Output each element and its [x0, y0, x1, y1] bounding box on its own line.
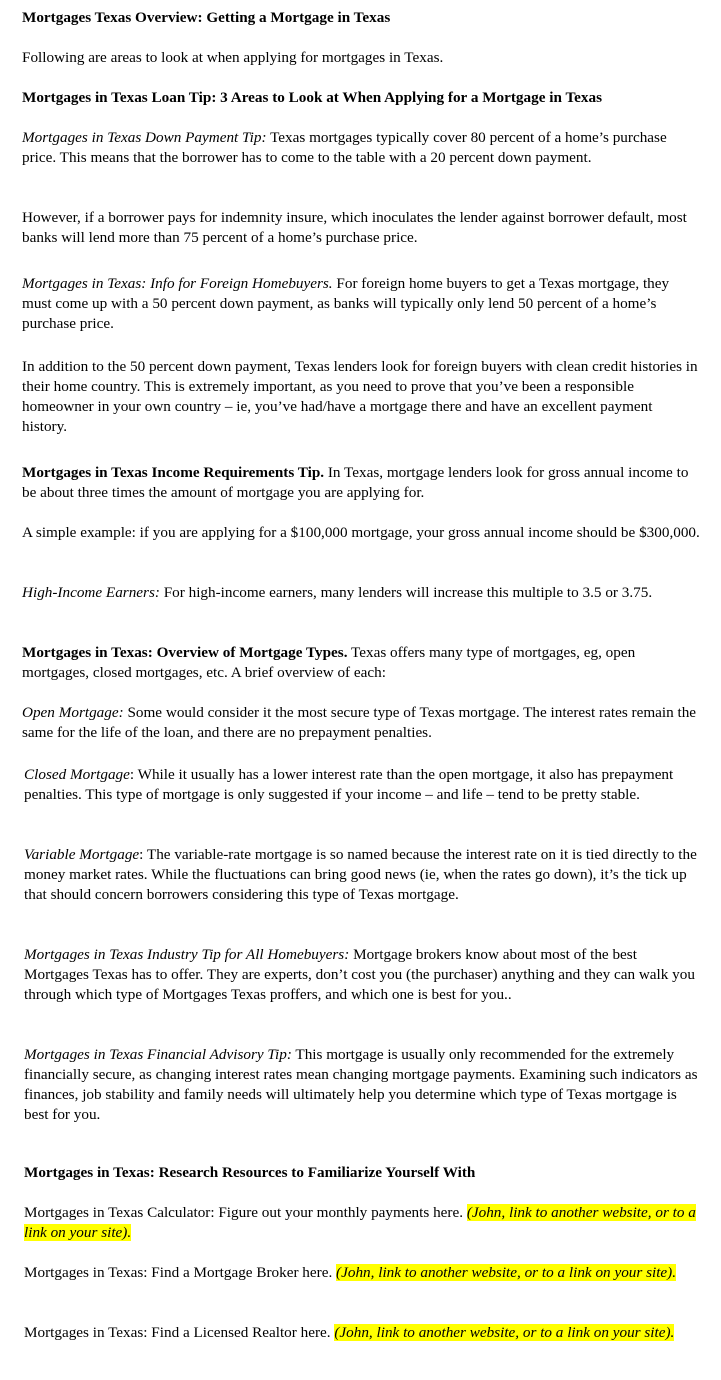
- advisory-lead: Mortgages in Texas Financial Advisory Tip:: [24, 1046, 292, 1063]
- advisory-tip-paragraph: Mortgages in Texas Financial Advisory Tip: This mortgage is usually only recommended for the extremely financially secure, as changing interest rates mean changing mortgage payments. Examining such indicators as finances, job stability and family needs will ultimately help you determine which type of Texas mortgage is best for you.: [24, 1046, 698, 1123]
- industry-lead: Mortgages in Texas Industry Tip for All Homebuyers:: [24, 946, 350, 963]
- high-income-lead: High-Income Earners:: [22, 584, 160, 601]
- mortgage-types-paragraph: Mortgages in Texas: Overview of Mortgage Types. Texas offers many type of mortgages, eg, open mortgages, closed mortgages, etc. A brief overview of each:: [22, 644, 636, 681]
- variable-lead: Variable Mortgage: [24, 846, 140, 863]
- types-lead: Mortgages in Texas: Overview of Mortgage Types.: [22, 644, 348, 661]
- editor-note-highlight: (John, link to another website, or to a link on your site).: [336, 1264, 677, 1281]
- down-payment-paragraph: Mortgages in Texas Down Payment Tip: Texas mortgages typically cover 80 percent of a home’s purchase price. This means that the borrower has to come to the table with a 20 percent down payment.: [22, 129, 667, 166]
- foreign-credit-paragraph: In addition to the 50 percent down payment, Texas lenders look for foreign buyers with clean credit histories in their home country. This is extremely important, as you need to prove that you’ve been a responsible homeowner in your own country – ie, you’ve had/have a mortgage there and have an excellent payment history.: [22, 358, 698, 435]
- down-payment-lead: Mortgages in Texas Down Payment Tip:: [22, 129, 267, 146]
- open-mortgage-paragraph: Open Mortgage: Some would consider it the most secure type of Texas mortgage. The interest rates remain the same for the life of the loan, and there are no prepayment penalties.: [22, 704, 697, 741]
- loan-tip-heading: Mortgages in Texas Loan Tip: 3 Areas to Look at When Applying for a Mortgage in Texas: [22, 89, 603, 106]
- intro-paragraph: Following are areas to look at when applying for mortgages in Texas.: [22, 49, 444, 66]
- income-paragraph: Mortgages in Texas Income Requirements Tip. In Texas, mortgage lenders look for gross annual income to be about three times the amount of mortgage you are applying for.: [22, 464, 689, 501]
- resource-calculator: Mortgages in Texas Calculator: Figure out your monthly payments here. (John, link to another website, or to a link on your site).: [24, 1204, 696, 1241]
- foreign-buyers-paragraph: Mortgages in Texas: Info for Foreign Homebuyers. For foreign home buyers to get a Texas mortgage, they must come up with a 50 percent down payment, as banks will typically only lend 50 percent of a home’s purchase price.: [22, 275, 670, 332]
- indemnity-paragraph: However, if a borrower pays for indemnity insure, which inoculates the lender against borrower default, most banks will lend more than 75 percent of a home’s purchase price.: [22, 209, 687, 246]
- industry-tip-paragraph: Mortgages in Texas Industry Tip for All Homebuyers: Mortgage brokers know about most of the best Mortgages Texas has to offer. They are experts, don’t cost you (the purchaser) anything and they can walk you through which type of Mortgages Texas proffers, and which one is best for you..: [24, 946, 695, 1003]
- document-title: Mortgages Texas Overview: Getting a Mortgage in Texas: [22, 9, 391, 26]
- example-paragraph: A simple example: if you are applying for a $100,000 mortgage, your gross annual income should be $300,000.: [22, 524, 700, 541]
- editor-note-highlight: (John, link to another website, or to a link on your site).: [24, 1204, 696, 1241]
- resource-broker: Mortgages in Texas: Find a Mortgage Broker here. (John, link to another website, or to a link on your site).: [24, 1264, 677, 1281]
- closed-mortgage-paragraph: Closed Mortgage: While it usually has a lower interest rate than the open mortgage, it also has prepayment penalties. This type of mortgage is only suggested if your income – and life – tend to be pretty stable.: [24, 766, 674, 803]
- income-lead: Mortgages in Texas Income Requirements Tip.: [22, 464, 325, 481]
- resource-realtor: Mortgages in Texas: Find a Licensed Realtor here. (John, link to another website, or to a link on your site).: [24, 1324, 675, 1341]
- foreign-lead: Mortgages in Texas: Info for Foreign Homebuyers.: [22, 275, 333, 292]
- variable-mortgage-paragraph: Variable Mortgage: The variable-rate mortgage is so named because the interest rate on it is tied directly to the money market rates. While the fluctuations can bring good news (ie, when the rates go down), it’s the tick up that should concern borrowers considering this type of Texas mortgage.: [24, 846, 697, 903]
- open-lead: Open Mortgage:: [22, 704, 124, 721]
- editor-note-highlight: (John, link to another website, or to a link on your site).: [334, 1324, 675, 1341]
- closed-lead: Closed Mortgage: [24, 766, 130, 783]
- resources-heading: Mortgages in Texas: Research Resources to Familiarize Yourself With: [24, 1164, 476, 1181]
- high-income-paragraph: High-Income Earners: For high-income earners, many lenders will increase this multiple to 3.5 or 3.75.: [22, 584, 653, 601]
